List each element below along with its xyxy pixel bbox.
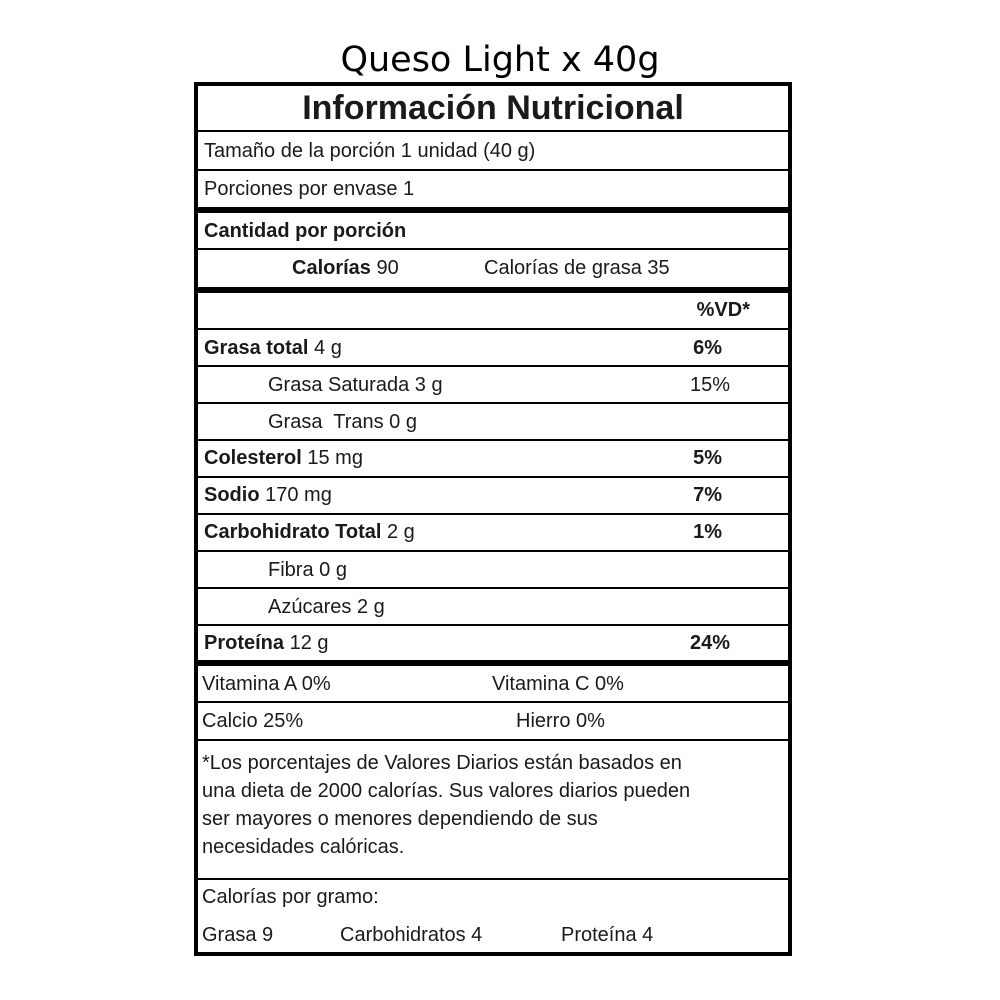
dv-header-row bbox=[198, 293, 788, 330]
vitamins-row-1 bbox=[198, 666, 788, 703]
nutrient-dv: 24% bbox=[689, 632, 730, 654]
amount-per-serving: Cantidad por porción bbox=[204, 220, 407, 242]
nutrient-name: Grasa Trans bbox=[268, 411, 384, 433]
calcium: Calcio 25% bbox=[202, 710, 304, 732]
nutrient-dv: 7% bbox=[693, 484, 722, 506]
nutrient-name: Sodio bbox=[204, 484, 260, 506]
footnote-line: una dieta de 2000 calorías. Sus valores diarios pueden bbox=[202, 780, 691, 802]
calories-value: 90 bbox=[376, 257, 399, 279]
product-title: Queso Light x 40g bbox=[340, 40, 660, 80]
nutrient-amount: 2 g bbox=[356, 596, 385, 618]
nutrient-row-trans-fat bbox=[198, 404, 788, 441]
nutrient-amount: 4 g bbox=[314, 337, 342, 359]
iron: Hierro 0% bbox=[516, 710, 605, 732]
nutrient-amount: 12 g bbox=[289, 632, 329, 654]
label-heading-row bbox=[198, 86, 788, 132]
servings-per-container-row bbox=[198, 171, 788, 213]
nutrient-name: Fibra bbox=[268, 559, 314, 581]
nutrient-row-total-fat bbox=[198, 330, 788, 367]
vitamin-a: Vitamina A 0% bbox=[202, 673, 331, 695]
nutrient-name: Azúcares bbox=[268, 596, 352, 618]
nutrient-amount: 0 g bbox=[389, 411, 417, 433]
serving-size: Tamaño de la porción 1 unidad (40 g) bbox=[204, 140, 536, 162]
calories-row bbox=[198, 250, 788, 293]
serving-size-row bbox=[198, 132, 788, 171]
nutrient-dv: 6% bbox=[693, 337, 722, 359]
label-heading: Información Nutricional bbox=[302, 89, 684, 127]
footnote-block bbox=[198, 741, 788, 880]
calories-per-gram-title: Calorías por gramo: bbox=[202, 886, 379, 908]
nutrient-amount: 3 g bbox=[414, 374, 443, 396]
nutrient-name: Carbohidrato Total bbox=[204, 521, 382, 543]
footnote-line: *Los porcentajes de Valores Diarios están basados en bbox=[202, 752, 682, 774]
nutrient-dv: 1% bbox=[693, 521, 722, 543]
calories-label: Calorías bbox=[292, 257, 371, 279]
calories-from-fat: Calorías de grasa 35 bbox=[484, 257, 670, 279]
vitamin-c: Vitamina C 0% bbox=[492, 673, 624, 695]
nutrient-row-cholesterol bbox=[198, 441, 788, 478]
nutrient-dv: 5% bbox=[693, 447, 722, 469]
footnote-line: ser mayores o menores dependiendo de sus bbox=[202, 808, 598, 830]
vitamins-row-2 bbox=[198, 703, 788, 741]
nutrient-row-saturated-fat bbox=[198, 367, 788, 404]
nutrient-name: Proteína bbox=[204, 632, 285, 654]
nutrient-name: Colesterol bbox=[204, 447, 302, 469]
calories-per-gram-carbs: Carbohidratos 4 bbox=[340, 924, 483, 946]
amount-per-serving-row bbox=[198, 213, 788, 250]
nutrient-amount: 170 mg bbox=[265, 484, 332, 506]
calories-per-gram-block bbox=[198, 880, 788, 952]
nutrient-row-total-carbohydrate bbox=[198, 515, 788, 552]
nutrient-row-protein bbox=[198, 626, 788, 666]
calories-per-gram-protein: Proteína 4 bbox=[561, 924, 654, 946]
calories-per-gram-fat: Grasa 9 bbox=[202, 924, 274, 946]
dv-header: %VD* bbox=[696, 299, 750, 321]
nutrient-name: Grasa total bbox=[204, 337, 309, 359]
footnote bbox=[202, 749, 690, 861]
servings-per-container: Porciones por envase 1 bbox=[204, 178, 415, 200]
nutrient-amount: 15 mg bbox=[307, 447, 363, 469]
nutrition-facts-label bbox=[194, 82, 792, 956]
nutrient-row-sodium bbox=[198, 478, 788, 515]
nutrient-row-fiber bbox=[198, 552, 788, 589]
footnote-line: necesidades calóricas. bbox=[202, 836, 405, 858]
nutrient-dv: 15% bbox=[689, 374, 730, 396]
calories bbox=[292, 256, 399, 280]
nutrient-row-sugars bbox=[198, 589, 788, 626]
nutrient-amount: 2 g bbox=[386, 521, 415, 543]
nutrient-amount: 0 g bbox=[319, 559, 347, 581]
nutrient-name: Grasa Saturada bbox=[268, 374, 410, 396]
